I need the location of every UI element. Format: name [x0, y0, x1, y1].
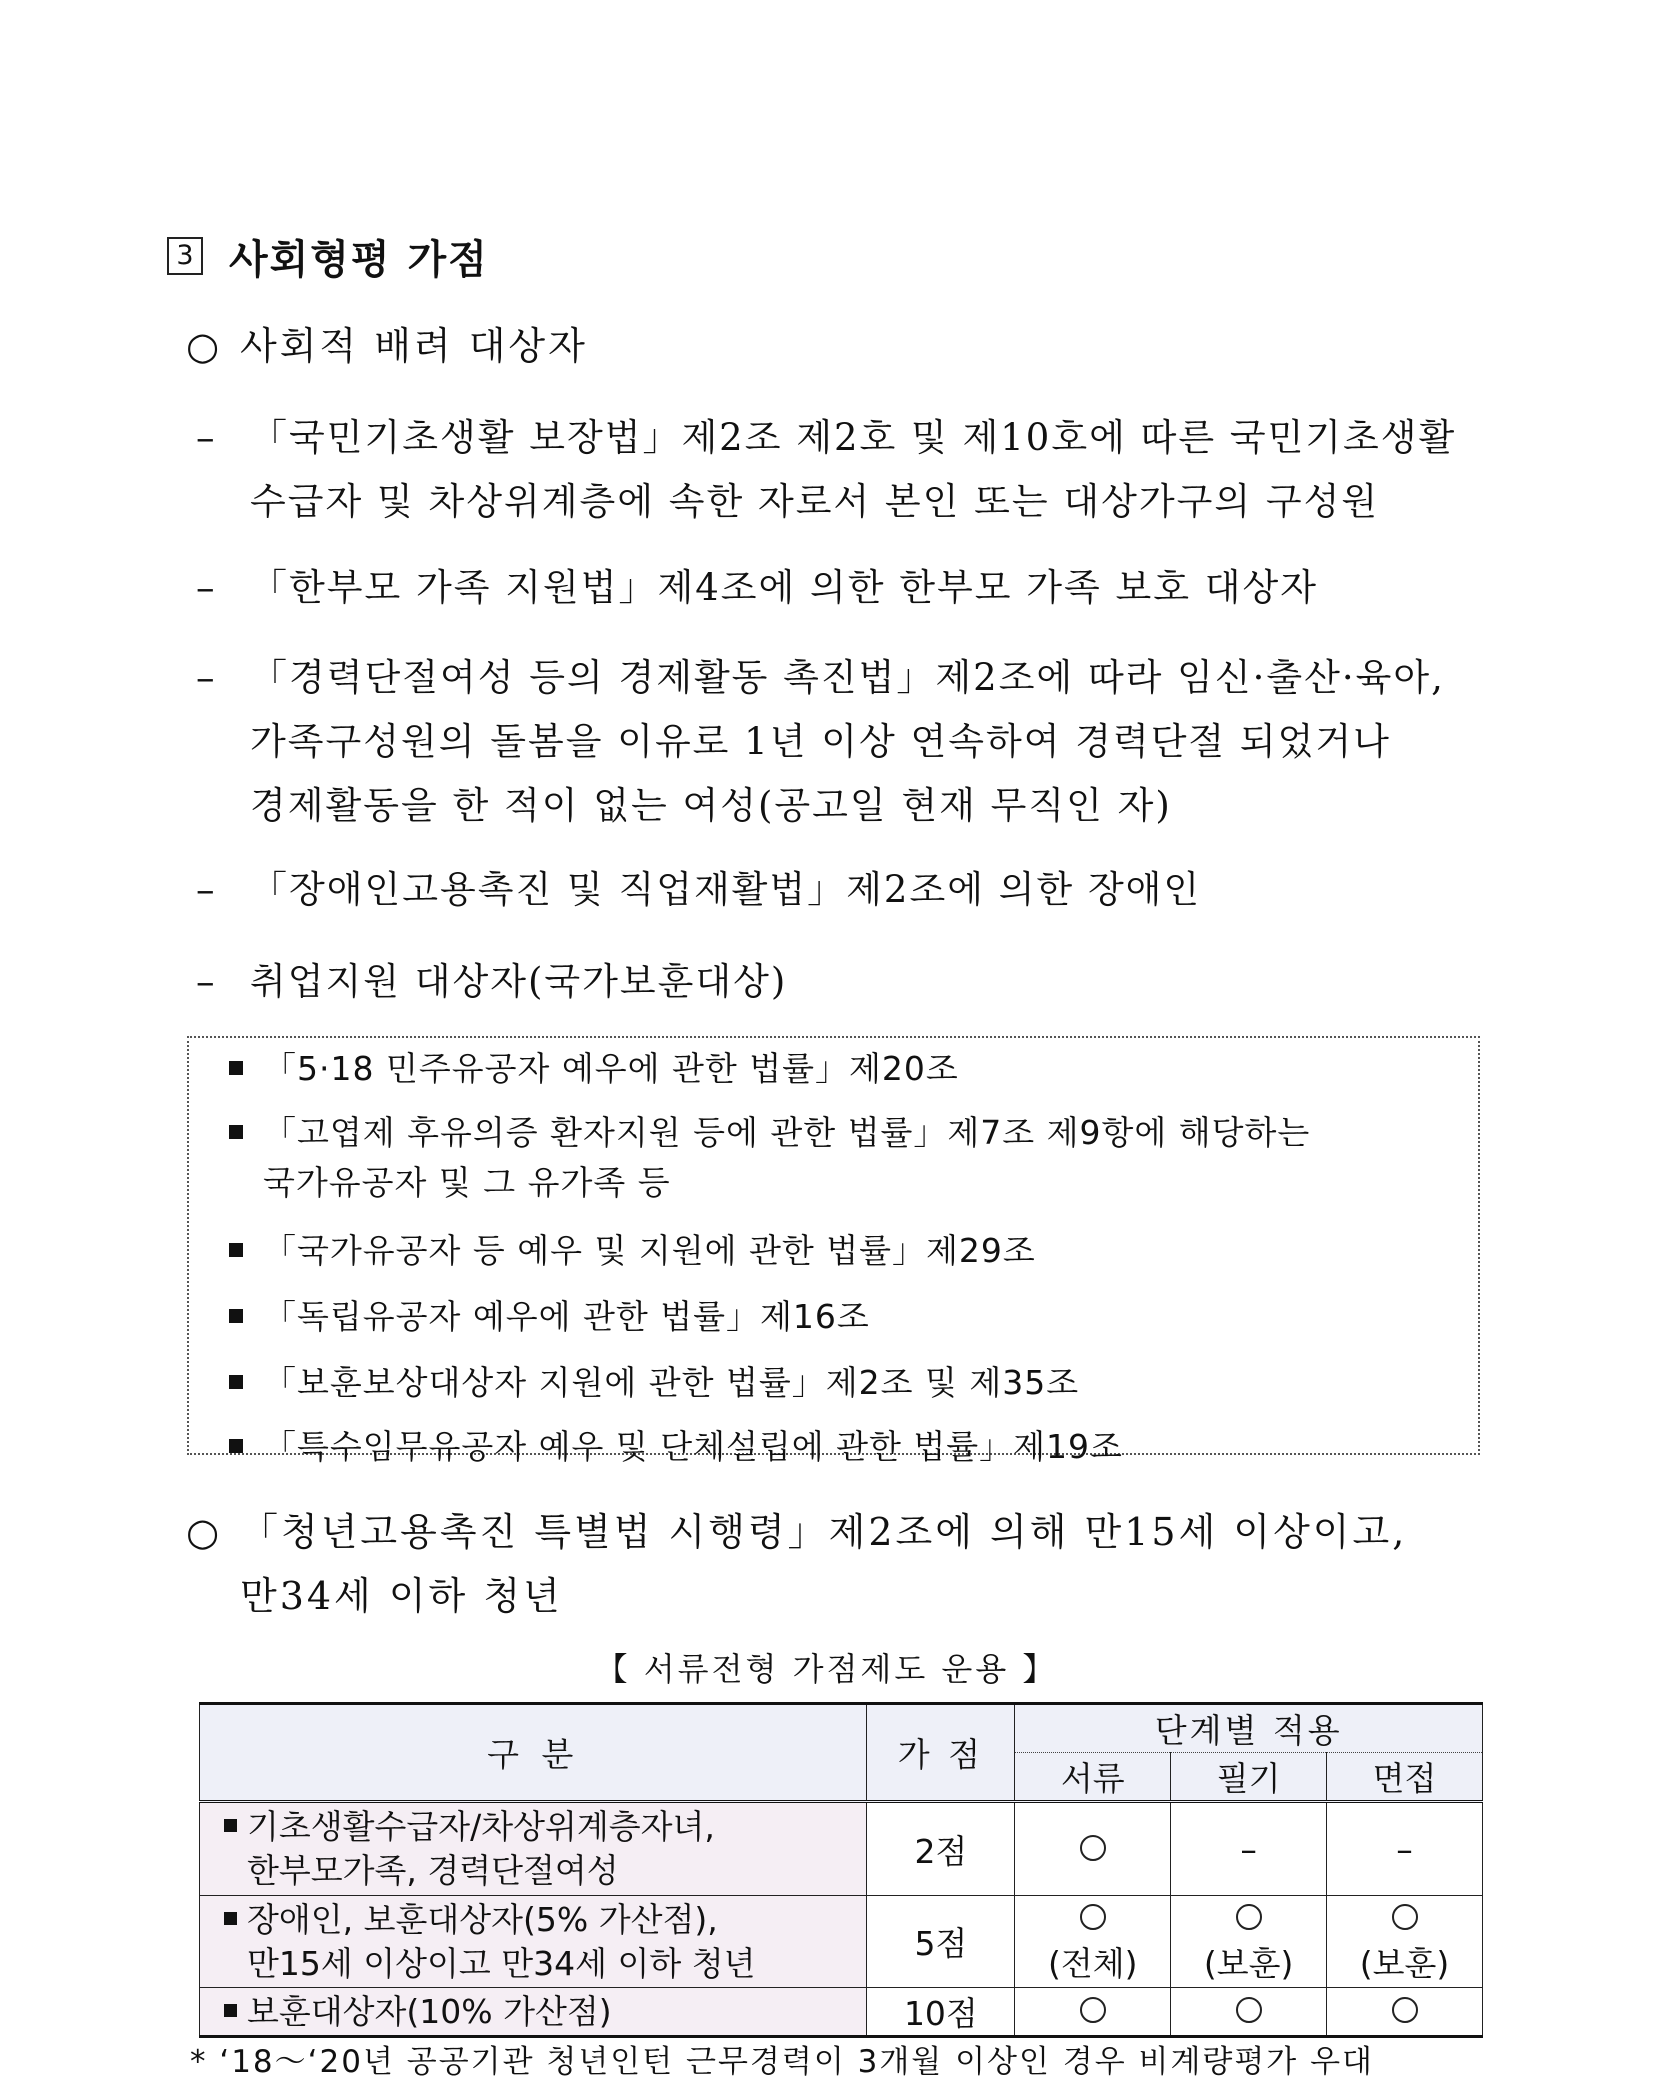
section-number: 3 [167, 237, 203, 275]
row-points: 2점 [867, 1802, 1015, 1896]
dash-item-text: 「경력단절여성 등의 경제활동 촉진법」제2조에 따라 임신·출산·육아, [250, 656, 1445, 699]
row-interview [1327, 1988, 1483, 2037]
table-row [200, 1988, 1483, 2037]
header-category: 구 분 [200, 1704, 867, 1802]
dash-item: – 「경력단절여성 등의 경제활동 촉진법」제2조에 따라 임신·출산·육아, 가족구성원의 돌봄을 이유로 1년 이상 연속하여 경력단절 되었거나 경제활동을 한 적이 없는 여성(공고일 현재 무직인 자) [196, 646, 1496, 838]
dash-item-text: 「국민기초생활 보장법」제2조 제2호 및 제10호에 따른 국민기초생활 [250, 416, 1457, 459]
law-list-item: 「특수임무유공자 예우 및 단체설립에 관한 법률」제19조 [229, 1422, 1123, 1472]
row-interview: – [1327, 1802, 1483, 1896]
law-list-item: 「보훈보상대상자 지원에 관한 법률」제2조 및 제35조 [229, 1358, 1079, 1408]
circle-mark-icon [1392, 1997, 1418, 2023]
bullet-youth [186, 1500, 1407, 1628]
square-bullet-icon [229, 1243, 243, 1257]
bullet-text: 만34세 이하 청년 [240, 1574, 563, 1618]
circle-bullet: ○ [186, 1510, 223, 1554]
circle-mark-icon [1080, 1835, 1106, 1861]
circle-bullet: ○ [186, 324, 223, 368]
circle-mark-icon [1236, 1904, 1262, 1930]
header-doc: 서류 [1015, 1753, 1171, 1802]
dash-item: – 「한부모 가족 지원법」제4조에 의한 한부모 가족 보호 대상자 [196, 566, 1318, 609]
square-bullet-icon [229, 1309, 243, 1323]
square-bullet-icon [229, 1061, 243, 1075]
circle-mark-icon [1236, 1997, 1262, 2023]
table-caption: 【 서류전형 가점제도 운용 】 [595, 1650, 1058, 1688]
circle-mark-icon [1080, 1904, 1106, 1930]
circle-mark-icon [1392, 1904, 1418, 1930]
square-bullet-icon [224, 1912, 237, 1925]
bullet-social-consideration [186, 314, 588, 378]
bullet-text: 「청년고용촉진 특별법 시행령」제2조에 의해 만15세 이상이고, [240, 1510, 1408, 1554]
table-row [200, 1896, 1483, 1988]
dash-item-text: 「장애인고용촉진 및 직업재활법」제2조에 의한 장애인 [250, 868, 1202, 911]
header-written: 필기 [1171, 1753, 1327, 1802]
bullet-text: 사회적 배려 대상자 [240, 324, 588, 368]
footnote: * ‘18～‘20년 공공기관 청년인턴 근무경력이 3개월 이상인 경우 비계량평가 우대 [190, 2044, 1374, 2080]
dash-item: – 「장애인고용촉진 및 직업재활법」제2조에 의한 장애인 [196, 868, 1202, 911]
row-label: 기초생활수급자/차상위계층자녀, 한부모가족, 경력단절여성 [200, 1802, 867, 1896]
square-bullet-icon [229, 1375, 243, 1389]
section-heading [167, 228, 489, 284]
dash-item-text: 경제활동을 한 적이 없는 여성(공고일 현재 무직인 자) [250, 784, 1172, 827]
row-written [1171, 1988, 1327, 2037]
row-doc: (전체) [1015, 1896, 1171, 1988]
row-doc [1015, 1802, 1171, 1896]
table-row [200, 1802, 1483, 1896]
law-list-item: 「국가유공자 등 예우 및 지원에 관한 법률」제29조 [229, 1226, 1036, 1276]
dash-item-text: 취업지원 대상자(국가보훈대상) [250, 960, 788, 1003]
row-points: 10점 [867, 1988, 1015, 2037]
section-title: 사회형평 가점 [229, 236, 489, 283]
dash-item-text: 수급자 및 차상위계층에 속한 자로서 본인 또는 대상가구의 구성원 [250, 480, 1380, 523]
row-doc [1015, 1988, 1171, 2037]
row-written: – [1171, 1802, 1327, 1896]
header-points: 가 점 [867, 1704, 1015, 1802]
square-bullet-icon [224, 2004, 237, 2017]
square-bullet-icon [229, 1125, 243, 1139]
dash-item-text: 가족구성원의 돌봄을 이유로 1년 이상 연속하여 경력단절 되었거나 [250, 720, 1391, 763]
row-label: 장애인, 보훈대상자(5% 가산점), 만15세 이상이고 만34세 이하 청년 [200, 1896, 867, 1988]
row-written: (보훈) [1171, 1896, 1327, 1988]
law-list-item: 「고엽제 후유의증 환자지원 등에 관한 법률」제7조 제9항에 해당하는 국가유공자 및 그 유가족 등 [229, 1108, 1310, 1208]
dash-item: – 「국민기초생활 보장법」제2조 제2호 및 제10호에 따른 국민기초생활 수급자 및 차상위계층에 속한 자로서 본인 또는 대상가구의 구성원 [196, 406, 1496, 534]
row-interview: (보훈) [1327, 1896, 1483, 1988]
header-stages: 단계별 적용 [1015, 1704, 1483, 1753]
row-label: 보훈대상자(10% 가산점) [200, 1988, 867, 2037]
header-interview: 면접 [1327, 1753, 1483, 1802]
law-list-item: 「독립유공자 예우에 관한 법률」제16조 [229, 1292, 870, 1342]
bonus-points-table [199, 1702, 1483, 2038]
law-list-item: 「5·18 민주유공자 예우에 관한 법률」제20조 [229, 1044, 959, 1094]
square-bullet-icon [229, 1439, 243, 1453]
dash-item: – 취업지원 대상자(국가보훈대상) [196, 960, 788, 1003]
dash-item-text: 「한부모 가족 지원법」제4조에 의한 한부모 가족 보호 대상자 [250, 566, 1318, 609]
circle-mark-icon [1080, 1997, 1106, 2023]
row-points: 5점 [867, 1896, 1015, 1988]
square-bullet-icon [224, 1819, 237, 1832]
veterans-law-box [187, 1036, 1480, 1466]
